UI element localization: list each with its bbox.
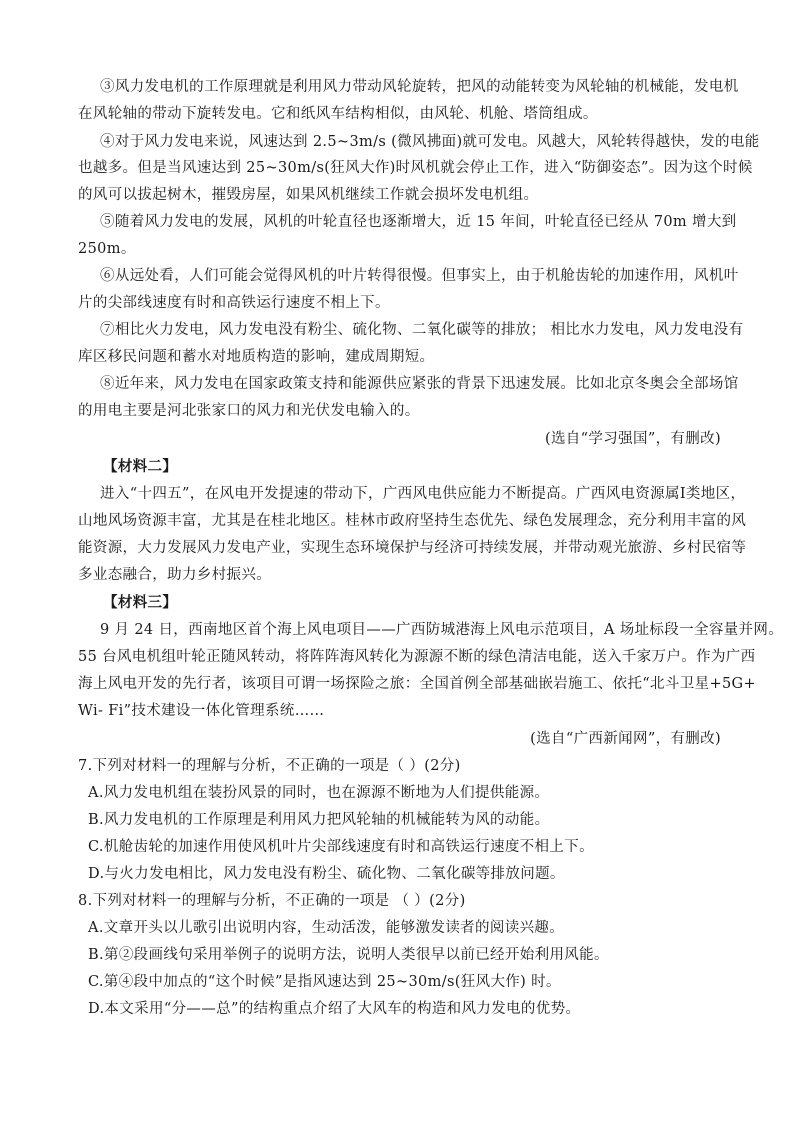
- question-7-option-c: C.机舱齿轮的加速作用使风机叶片尖部线速度有时和高铁运行速度不相上下。: [88, 839, 594, 855]
- paragraph-7-line-2: 库区移民问题和蓄水对地质构造的影响，建成周期短。: [78, 349, 435, 365]
- paragraph-7-line-1: ⑦相比火力发电，风力发电没有粉尘、硫化物、二氧化碳等的排放； 相比水力发电，风力发电没有: [100, 322, 744, 338]
- paragraph-4-line-2: 也越多。但是当风速达到 25~30m/s(狂风大作)时风机就会停止工作，进入“防御姿态”。因为这个时候: [78, 160, 753, 176]
- paragraph-8-line-2: 的用电主要是河北张家口的风力和光伏发电输入的。: [78, 403, 420, 419]
- material-3-line-2: 55 台风电机组叶轮正随风转动，将阵阵海风转化为源源不断的绿色清洁电能，送入千家万户。作为广西: [78, 649, 756, 665]
- question-8-option-b: B.第②段画线句采用举例子的说明方法，说明人类很早以前已经开始利用风能。: [88, 947, 609, 963]
- paragraph-8-line-1: ⑧近年来，风力发电在国家政策支持和能源供应紧张的背景下迅速发展。比如北京冬奥会全部场馆: [100, 376, 739, 392]
- paragraph-5-line-2: 250m。: [78, 241, 136, 257]
- material-3-line-3: 海上风电开发的先行者，该项目可谓一场探险之旅：全国首例全部基础嵌岩施工、依托“北斗卫星+5G+: [78, 676, 756, 692]
- paragraph-3-line-2: 在风轮轴的带动下旋转发电。它和纸风车结构相似，由风轮、机舱、塔筒组成。: [78, 106, 598, 122]
- question-8-stem: 8.下列对材料一的理解与分析，不正确的一项是 （ ）(2分): [78, 893, 466, 909]
- question-7-stem: 7.下列对材料一的理解与分析，不正确的一项是（ ）(2分): [78, 758, 461, 774]
- material-2-line-2: 山地风场资源丰富，尤其是在桂北地区。桂林市政府坚持生态优先、绿色发展理念，充分利用丰富的风: [78, 513, 747, 529]
- question-7-option-a: A.风力发电机组在装扮风景的同时，也在源源不断地为人们提供能源。: [88, 785, 550, 801]
- paragraph-6-line-2: 片的尖部线速度有时和高铁运行速度不相上下。: [78, 295, 390, 311]
- source-citation-2: (选自“广西新闻网”，有删改): [530, 731, 721, 747]
- question-8-option-c: C.第④段中加点的“这个时候”是指风速达到 25~30m/s(狂风大作) 时。: [88, 974, 561, 990]
- paragraph-5-line-1: ⑤随着风力发电的发展，风机的叶轮直径也逐渐增大，近 15 年间，叶轮直径已经从 70m 增大到: [100, 214, 737, 230]
- material-2-heading: 【材料二】: [103, 458, 178, 475]
- material-2-line-4: 多业态融合，助力乡村振兴。: [78, 567, 272, 583]
- question-7-option-b: B.风力发电机的工作原理是利用风力把风轮轴的机械能转为风的动能。: [88, 812, 550, 828]
- question-8-option-d: D.本文采用“分——总”的结构重点介绍了大风车的构造和风力发电的优势。: [88, 1001, 581, 1017]
- paragraph-4-line-1: ④对于风力发电来说，风速达到 2.5~3m/s (微风拂面)就可发电。风越大，风轮转得越快，发的电能: [100, 134, 760, 150]
- source-citation-1: (选自“学习强国”，有删改): [544, 431, 721, 447]
- material-3-heading: 【材料三】: [103, 594, 178, 611]
- paragraph-6-line-1: ⑥从远处看，人们可能会觉得风机的叶片转得很慢。但事实上，由于机舱齿轮的加速作用，风机叶: [100, 268, 739, 284]
- material-2-line-3: 能资源，大力发展风力发电产业，实现生态环境保护与经济可持续发展，并带动观光旅游、乡村民宿等: [78, 540, 747, 556]
- material-3-line-1: 9 月 24 日，西南地区首个海上风电项目——广西防城港海上风电示范项目，A 场址标段一全容量并网。: [100, 622, 784, 638]
- question-8-option-a: A.文章开头以儿歌引出说明内容，生动活泼，能够激发读者的阅读兴趣。: [88, 920, 565, 936]
- paragraph-3-line-1: ③风力发电机的工作原理就是利用风力带动风轮旋转，把风的动能转变为风轮轴的机械能，发电机: [100, 79, 739, 95]
- paragraph-4-line-3: 的风可以拔起树木，摧毁房屋，如果风机继续工作就会损坏发电机组。: [78, 187, 539, 203]
- question-7-option-d: D.与火力发电相比，风力发电没有粉尘、硫化物、二氧化碳等排放问题。: [88, 866, 565, 882]
- material-3-line-4: Wi- Fi”技术建设一体化管理系统……: [78, 703, 325, 719]
- material-2-line-1: 进入“十四五”，在风电开发提速的带动下，广西风电供应能力不断提高。广西风电资源属Ⅰ类地区，: [100, 486, 746, 502]
